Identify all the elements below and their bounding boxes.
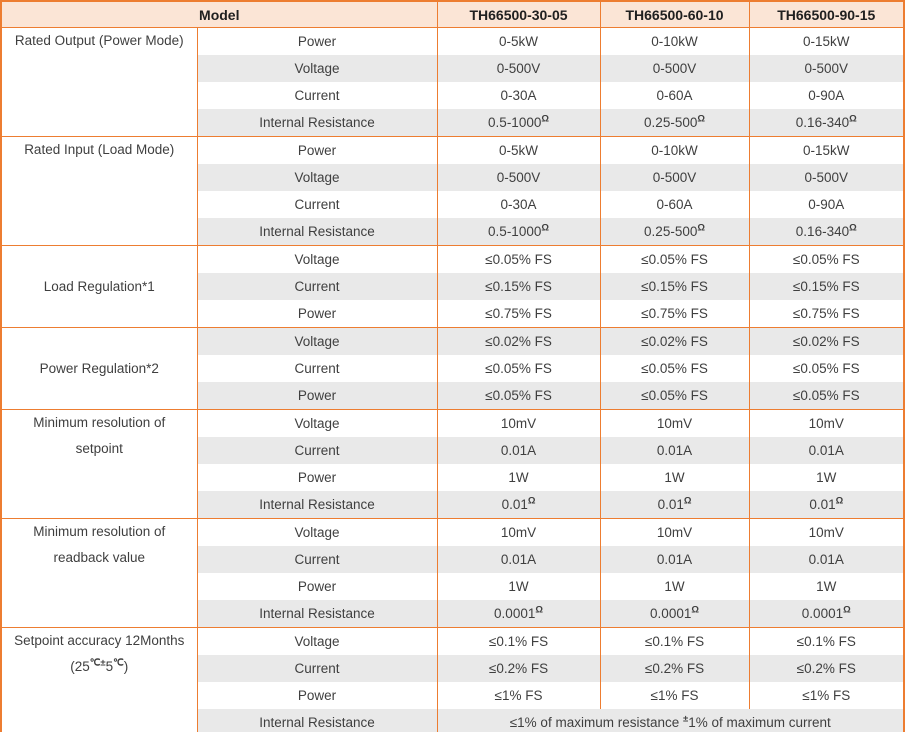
parameter-cell: Current	[197, 191, 437, 218]
parameter-cell: Current	[197, 655, 437, 682]
parameter-cell: Current	[197, 82, 437, 109]
value-cell: ≤0.15% FS	[749, 273, 903, 300]
spec-row	[2, 246, 903, 274]
superscript-unit: Ω	[527, 495, 536, 507]
superscript-unit: ±	[682, 713, 689, 725]
value-cell: $0.25-500^\Omega$	[600, 218, 749, 246]
parameter-cell: Internal Resistance	[197, 491, 437, 519]
value-cell: 0.01A	[437, 437, 600, 464]
model-column-header: TH66500-30-05	[437, 2, 600, 28]
value-cell-merged: ≤1% of maximum resistance ±1% of maximum current	[437, 709, 903, 732]
value-cell: ≤0.1% FS	[749, 628, 903, 656]
value-cell: 10mV	[600, 519, 749, 547]
value-cell: 0-5kW	[437, 28, 600, 56]
parameter-cell: Voltage	[197, 519, 437, 547]
value-cell: 0-500V	[749, 164, 903, 191]
value-cell: 0-15kW	[749, 137, 903, 165]
parameter-cell: Internal Resistance	[197, 218, 437, 246]
value-cell: 0-30A	[437, 191, 600, 218]
value-cell: 10mV	[749, 410, 903, 438]
superscript-unit: Ω	[535, 604, 543, 616]
parameter-cell: Current	[197, 437, 437, 464]
value-cell: ≤0.05% FS	[600, 355, 749, 382]
superscript-unit: Ω	[541, 113, 549, 125]
value-cell: $0.01^\Omega$	[749, 491, 903, 519]
superscript-unit: ℃	[113, 657, 124, 669]
value-cell: 0-15kW	[749, 28, 903, 56]
value-cell: $0.0001^\Omega$	[437, 600, 600, 628]
value-cell: 0-90A	[749, 82, 903, 109]
value-cell: ≤0.05% FS	[749, 246, 903, 274]
value-cell: ≤0.1% FS	[600, 628, 749, 656]
value-cell: ≤0.05% FS	[600, 246, 749, 274]
value-cell: ≤1% FS	[437, 682, 600, 709]
model-column-header: TH66500-60-10	[600, 2, 749, 28]
value-cell: 10mV	[600, 410, 749, 438]
value-cell: ≤1% FS	[749, 682, 903, 709]
spec-row	[2, 328, 903, 356]
value-cell: 0-60A	[600, 191, 749, 218]
value-cell: 1W	[749, 573, 903, 600]
value-cell: ≤0.2% FS	[600, 655, 749, 682]
group-label-cell: Setpoint accuracy 12Months (25℃±5℃)	[2, 628, 197, 732]
parameter-cell: Voltage	[197, 628, 437, 656]
value-cell: ≤0.05% FS	[437, 382, 600, 410]
value-cell: ≤0.02% FS	[437, 328, 600, 356]
superscript-unit: Ω	[849, 113, 857, 125]
value-cell: 1W	[600, 464, 749, 491]
value-cell: ≤0.05% FS	[600, 382, 749, 410]
header-row	[2, 2, 903, 28]
value-cell: $0.01^\Omega$	[600, 491, 749, 519]
parameter-cell: Voltage	[197, 55, 437, 82]
value-cell: ≤0.05% FS	[437, 355, 600, 382]
model-header-cell: Model	[2, 2, 437, 28]
spec-table	[2, 2, 903, 732]
value-cell: ≤0.2% FS	[437, 655, 600, 682]
value-cell: ≤0.05% FS	[437, 246, 600, 274]
value-cell: 0-10kW	[600, 137, 749, 165]
parameter-cell: Power	[197, 464, 437, 491]
parameter-cell: Internal Resistance	[197, 709, 437, 732]
value-cell: $0.5-1000^\Omega$	[437, 109, 600, 137]
value-cell: 0.01A	[600, 437, 749, 464]
parameter-cell: Power	[197, 573, 437, 600]
value-cell: 10mV	[437, 410, 600, 438]
group-label-cell: Load Regulation*1	[2, 246, 197, 328]
parameter-cell: Current	[197, 355, 437, 382]
superscript-unit: Ω	[691, 604, 699, 616]
value-cell: ≤0.2% FS	[749, 655, 903, 682]
value-cell: ≤0.75% FS	[437, 300, 600, 328]
parameter-cell: Current	[197, 273, 437, 300]
spec-row	[2, 519, 903, 547]
value-cell: $0.01^\Omega$	[437, 491, 600, 519]
value-cell: $0.5-1000^\Omega$	[437, 218, 600, 246]
parameter-cell: Voltage	[197, 328, 437, 356]
value-cell: 1W	[437, 573, 600, 600]
value-cell: ≤0.75% FS	[749, 300, 903, 328]
spec-row	[2, 628, 903, 656]
value-cell: 0-30A	[437, 82, 600, 109]
parameter-cell: Voltage	[197, 164, 437, 191]
superscript-unit: Ω	[541, 222, 549, 234]
value-cell: 1W	[749, 464, 903, 491]
value-cell: ≤0.05% FS	[749, 355, 903, 382]
parameter-cell: Power	[197, 28, 437, 56]
value-cell: 10mV	[749, 519, 903, 547]
value-cell: ≤0.75% FS	[600, 300, 749, 328]
group-label-cell: Rated Output (Power Mode)	[2, 28, 197, 137]
value-cell: 0-60A	[600, 82, 749, 109]
value-cell: $0.25-500^\Omega$	[600, 109, 749, 137]
group-label-cell: Rated Input (Load Mode)	[2, 137, 197, 246]
parameter-cell: Voltage	[197, 410, 437, 438]
value-cell: ≤0.02% FS	[749, 328, 903, 356]
value-cell: $0.0001^\Omega$	[749, 600, 903, 628]
group-label-cell: Minimum resolution of setpoint	[2, 410, 197, 519]
value-cell: 0.01A	[749, 437, 903, 464]
value-cell: 0.01A	[600, 546, 749, 573]
value-cell: 1W	[437, 464, 600, 491]
parameter-cell: Power	[197, 300, 437, 328]
value-cell: 0-500V	[749, 55, 903, 82]
value-cell: 0-90A	[749, 191, 903, 218]
value-cell: ≤1% FS	[600, 682, 749, 709]
value-cell: $0.16-340^\Omega$	[749, 218, 903, 246]
parameter-cell: Current	[197, 546, 437, 573]
value-cell: 0-5kW	[437, 137, 600, 165]
group-label-cell: Minimum resolution of readback value	[2, 519, 197, 628]
value-cell: 10mV	[437, 519, 600, 547]
value-cell: ≤0.05% FS	[749, 382, 903, 410]
parameter-cell: Power	[197, 382, 437, 410]
parameter-cell: Power	[197, 682, 437, 709]
superscript-unit: Ω	[849, 222, 857, 234]
spec-row	[2, 137, 903, 165]
superscript-unit: Ω	[683, 495, 692, 507]
value-cell: $0.0001^\Omega$	[600, 600, 749, 628]
value-cell: 0.01A	[437, 546, 600, 573]
spec-row	[2, 28, 903, 56]
superscript-unit: Ω	[835, 495, 844, 507]
value-cell: 0.01A	[749, 546, 903, 573]
value-cell: 0-500V	[437, 55, 600, 82]
superscript-unit: Ω	[697, 222, 705, 234]
value-cell: ≤0.1% FS	[437, 628, 600, 656]
superscript-unit: Ω	[843, 604, 851, 616]
value-cell: 0-500V	[437, 164, 600, 191]
superscript-unit: Ω	[697, 113, 705, 125]
group-label-cell: Power Regulation*2	[2, 328, 197, 410]
value-cell: 0-500V	[600, 164, 749, 191]
spec-row	[2, 410, 903, 438]
value-cell: ≤0.02% FS	[600, 328, 749, 356]
parameter-cell: Internal Resistance	[197, 600, 437, 628]
value-cell: 0-500V	[600, 55, 749, 82]
value-cell: ≤0.15% FS	[600, 273, 749, 300]
model-column-header: TH66500-90-15	[749, 2, 903, 28]
value-cell: 1W	[600, 573, 749, 600]
value-cell: $0.16-340^\Omega$	[749, 109, 903, 137]
superscript-unit: ℃±	[89, 657, 106, 669]
value-cell: 0-10kW	[600, 28, 749, 56]
parameter-cell: Internal Resistance	[197, 109, 437, 137]
parameter-cell: Power	[197, 137, 437, 165]
parameter-cell: Voltage	[197, 246, 437, 274]
value-cell: ≤0.15% FS	[437, 273, 600, 300]
